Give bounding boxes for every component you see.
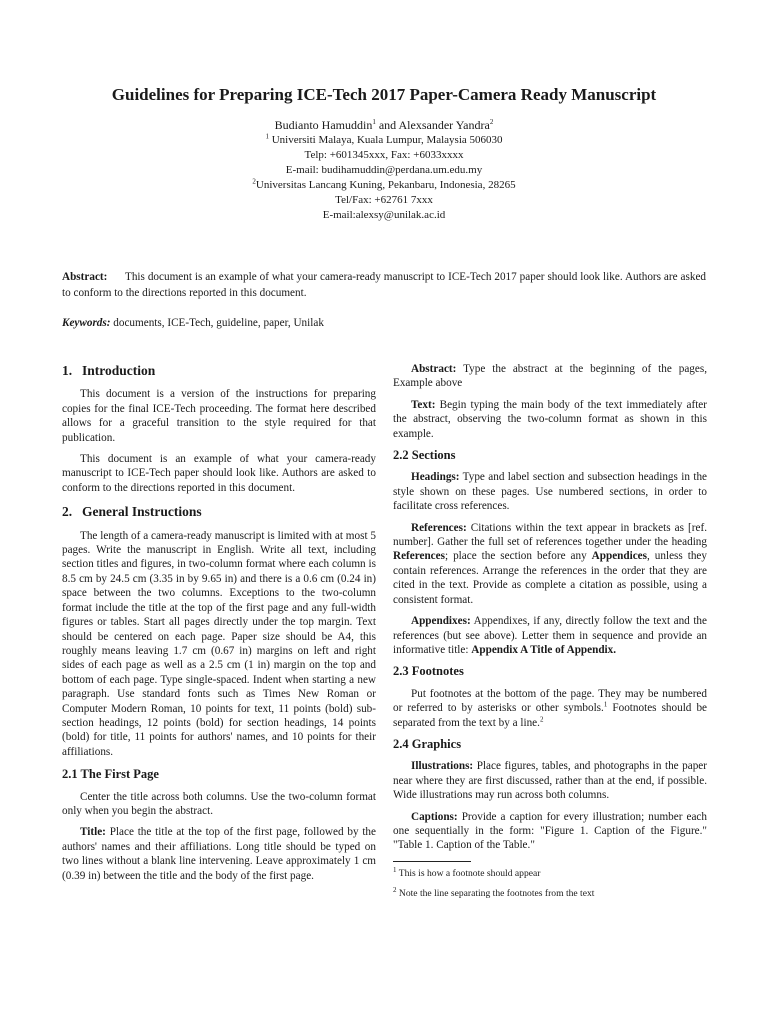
abstract-instruction-paragraph: Abstract: Type the abstract at the beginning of the pages, Example above xyxy=(393,363,707,390)
intro-paragraph-1: This document is a version of the instructions for preparing copies for the final ICE-Tech proceeding. The format here described allows for a graceful transition to the style required for that publication. xyxy=(62,388,376,444)
abstract-text: This document is an example of what your camera-ready manuscript to ICE-Tech 2017 paper should look like. Authors are asked to conform to the directions reported in this document. xyxy=(62,271,707,299)
author-names: Budianto Hamuddin$^1$ and Alexsander Yandra$^2$ xyxy=(274,118,494,132)
abstract-label: Abstract: xyxy=(62,271,108,283)
illustrations-paragraph: Illustrations: Place figures, tables, and photographs in the paper near where they are first discussed, rather than at the end, if possible. Wide illustrations may run across both columns. xyxy=(393,760,707,802)
left-column xyxy=(62,362,376,890)
footnotes-paragraph: Put footnotes at the bottom of the page. They may be numbered or referred to by asterisks or other symbols.$^1$ Footnotes should be separated from the text by a line.$^2$ xyxy=(393,687,708,729)
affiliation-1: $^1$ Universiti Malaya, Kuala Lumpur, Malaysia 506030 xyxy=(265,132,503,146)
keywords-text: documents, ICE-Tech, guideline, paper, Unilak xyxy=(110,317,324,329)
right-column xyxy=(393,362,707,908)
subsection-heading-footnotes: 2.3 Footnotes xyxy=(393,664,464,679)
contact-phone-2: Tel/Fax: +62761 7xxx xyxy=(335,194,433,206)
contact-email-1: E-mail: budihamuddin@perdana.um.edu.my xyxy=(285,164,483,176)
keywords xyxy=(62,316,706,331)
general-instructions-paragraph: The length of a camera-ready manuscript is limited with at most 5 pages. Write the manuscript in English. Write all text, including section titles and figures, in two-column format where each column is 8.5 cm by 24.5 cm (3.35 in by 9.65 in) and there is a 0.6 cm (0.24 in) space between the two columns. Exceptions to the two-column format include the title at the top of the first page and any full-width figures or tables. Start all pages directly under the top margin. Text should be centered on each page. Paper size should be A4, this roughly means leaving 1.7 cm (0.67 in) margins on left and right sides of each page as well as a 2.5 cm (1 in) margin on the top and bottom of each page. Type single-spaced. Indent when starting a new paragraph. Use standard fonts such as Times New Roman or Computer Modern Roman, 10 points for text, 11 points (bold) sub-section headings, 12 points (bold) for section headings, 14 points (bold) for title, 11 points for authors' names, and 10 points for their affiliations. xyxy=(62,529,376,758)
subsection-heading-sections: 2.2 Sections xyxy=(393,448,456,463)
captions-paragraph: Captions: Provide a caption for every illustration; number each one sequentially in the form: "Figure 1. Caption of the Figure." "Table 1. Caption of the Table." xyxy=(393,810,707,852)
subsection-heading-graphics: 2.4 Graphics xyxy=(393,736,462,751)
text-instruction-paragraph: Text: Begin typing the main body of the text immediately after the abstract, observing the two-column format as shown in this example. xyxy=(393,398,707,440)
affiliation-2: $^2$Universitas Lancang Kuning, Pekanbaru, Indonesia, 28265 xyxy=(252,177,516,191)
headings-paragraph: Headings: Type and label section and subsection headings in the style shown on these pages. Use numbered sections, in order to facilitate cross references. xyxy=(393,471,707,513)
footnote-separator xyxy=(393,861,471,862)
contact-phone-1: Telp: +601345xxx, Fax: +6033xxxx xyxy=(304,149,464,161)
author-block xyxy=(0,118,768,223)
references-paragraph: References: Citations within the text appear in brackets as [ref. number]. Gather the full set of references together under the heading References; place the section before any Appendices, unless they contain references. Arrange the references in the order that they are cited in the text. Provide as complete a citation as possible, using a consistent format. xyxy=(393,521,707,606)
contact-email-2: E-mail:alexsy@unilak.ac.id xyxy=(322,209,446,221)
section-heading-introduction: 1. Introduction xyxy=(62,363,156,378)
footnote-2: $^2$ Note the line separating the footnotes from the text xyxy=(393,885,595,899)
section-heading-general-instructions: 2. General Instructions xyxy=(62,504,202,520)
first-page-paragraph: Center the title across both columns. Use the two-column format only when you begin the abstract. xyxy=(62,790,376,817)
paper-title: Guidelines for Preparing ICE-Tech 2017 Paper-Camera Ready Manuscript xyxy=(111,85,657,104)
title-paragraph: Title: Place the title at the top of the first page, followed by the authors' names and their affiliations. Long title should be typed on two lines without a blank line intervening. Leave approximately 1 cm (0.39 in) between the title and the body of the first page. xyxy=(62,826,376,882)
footnote-1: $^1$ This is how a footnote should appear xyxy=(393,865,541,879)
intro-paragraph-2: This document is an example of what your camera-ready manuscript to ICE-Tech paper should look like. Authors are asked to conform to the directions reported in this document. xyxy=(62,453,376,494)
abstract xyxy=(62,270,706,301)
appendixes-paragraph: Appendixes: Appendixes, if any, directly follow the text and the references (but see above). Letter them in sequence and provide an informative title: Appendix A Title of Appendix. xyxy=(393,615,707,656)
keywords-label: Keywords: xyxy=(62,317,111,329)
subsection-heading-first-page: 2.1 The First Page xyxy=(62,767,159,782)
